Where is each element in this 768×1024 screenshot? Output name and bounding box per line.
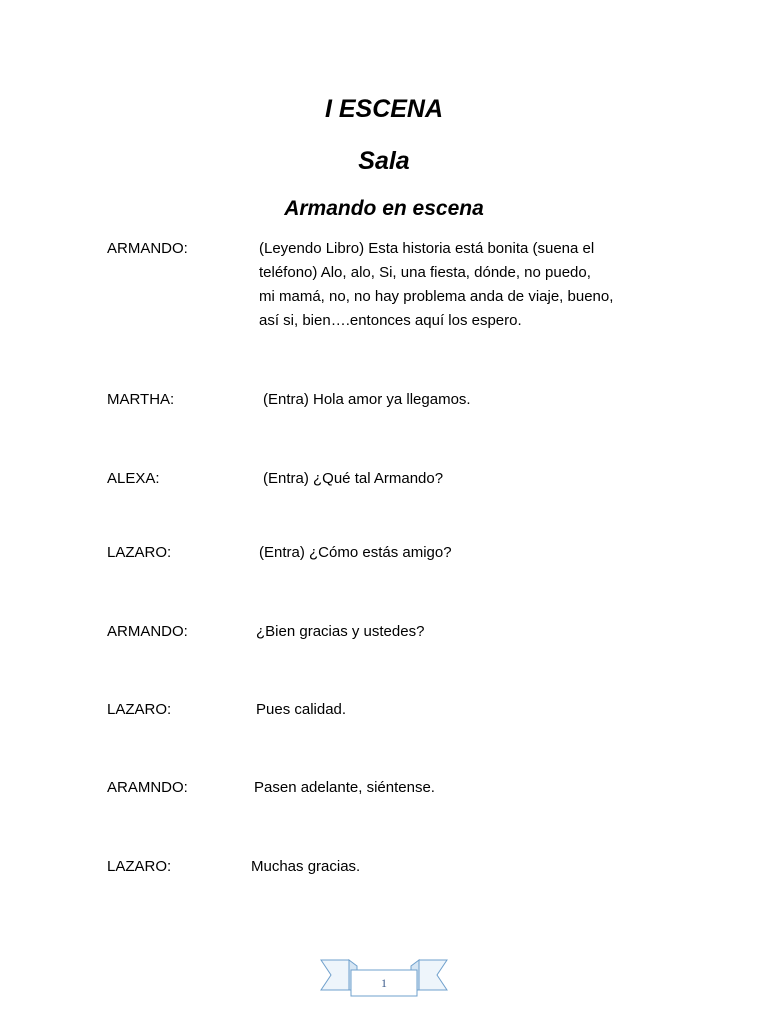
speaker-name: ARAMNDO: [107,779,188,796]
speaker-name: ARMANDO: [107,240,188,257]
dialogue-text: (Entra) ¿Qué tal Armando? [263,470,444,487]
speaker-name: LAZARO: [107,701,172,718]
dialogue-line: así si, bien….entonces aquí los espero. [259,312,522,329]
speaker-name: ARMANDO: [107,623,188,640]
dialogue-line: mi mamá, no, no hay problema anda de viaje, bueno, [259,288,614,305]
dialogue-text: ¿Bien gracias y ustedes? [256,623,425,640]
speaker-name: MARTHA: [107,391,175,408]
dialogue-text: Muchas gracias. [251,858,361,875]
scene-title: I ESCENA [324,95,444,123]
dialogue-text: (Entra) Hola amor ya llegamos. [263,391,471,408]
dialogue-text: Pues calidad. [256,701,347,718]
speaker-name: LAZARO: [107,858,172,875]
dialogue-text [259,237,659,333]
dialogue-text: (Entra) ¿Cómo estás amigo? [259,544,452,561]
dialogue-line: teléfono) Alo, alo, Si, una fiesta, dónde, no puedo, [259,264,591,281]
page-number: 1 [381,976,387,990]
scene-subtitle: Armando en escena [284,197,484,220]
speaker-name: ALEXA: [107,470,160,487]
setting-title: Sala [358,147,410,175]
dialogue-line: (Leyendo Libro) Esta historia está bonita (suena el [259,240,595,257]
page-footer [319,956,449,998]
dialogue-text: Pasen adelante, siéntense. [254,779,435,796]
speaker-name: LAZARO: [107,544,172,561]
